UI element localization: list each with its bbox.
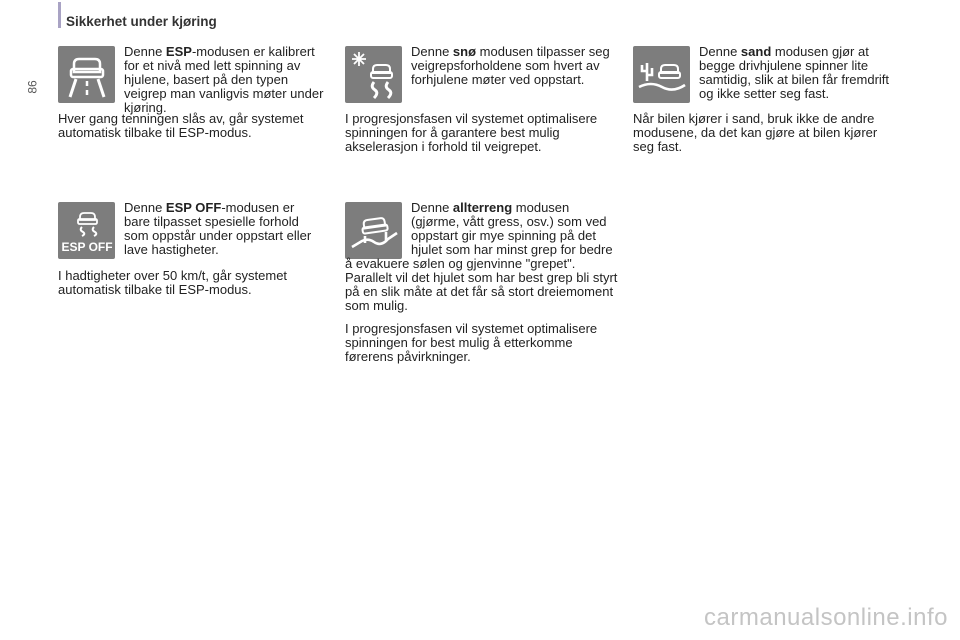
esp-off-icon	[58, 202, 115, 259]
watermark: carmanualsonline.info	[704, 604, 948, 631]
snow-body: I progresjonsfasen vil systemet optimalisere spinningen for å garantere best mulig akselerasjon i forhold til veigrepet.	[345, 111, 598, 154]
header-accent-bar	[58, 2, 61, 28]
esp-off-intro: Denne ESP OFF-modusen er bare tilpasset spesielle forhold som oppstår under oppstart eller lave hastigheter.	[124, 200, 312, 257]
esp-intro: Denne ESP-modusen er kalibrert for et nivå med lett spinning av hjulene, basert på den typen veigrep man vanligvis møter under kjøring.	[124, 44, 324, 115]
all-terrain-intro: Denne allterreng modusen (gjørme, vått gress, osv.) som ved oppstart gir mye spinning på det hjulet som har minst grep for bedre å evakuere sølen og gjenvinne "grepet". Parallelt vil det hjulet som har best grep bli styrt på en slik måte at det får så stort dreiemoment som mulig.	[345, 200, 618, 313]
all-terrain-body: I progresjonsfasen vil systemet optimalisere spinningen for best mulig å etterkomme førerens påvirkninger.	[345, 321, 598, 364]
sand-intro: Denne sand modusen gjør at begge drivhjulene spinner lite samtidig, slik at bilen får fremdrift og ikke setter seg fast.	[699, 44, 890, 101]
sand-mode-icon	[633, 46, 690, 103]
snow-intro: Denne snø modusen tilpasser seg veigrepsforholdene som hvert av forhjulene møter ved oppstart.	[411, 44, 610, 87]
sand-body: Når bilen kjører i sand, bruk ikke de andre modusene, da det kan gjøre at bilen kjører seg fast.	[633, 111, 878, 154]
snow-mode-icon	[345, 46, 402, 103]
esp-body: Hver gang tenningen slås av, går systemet automatisk tilbake til ESP-modus.	[58, 111, 304, 140]
page-number: 86	[25, 80, 40, 94]
esp-off-icon-label: ESP OFF	[60, 239, 113, 254]
esp-traction-icon	[58, 46, 115, 103]
esp-off-body: I hadtigheter over 50 km/t, går systemet automatisk tilbake til ESP-modus.	[58, 268, 288, 297]
page-header-title: Sikkerhet under kjøring	[66, 14, 217, 29]
